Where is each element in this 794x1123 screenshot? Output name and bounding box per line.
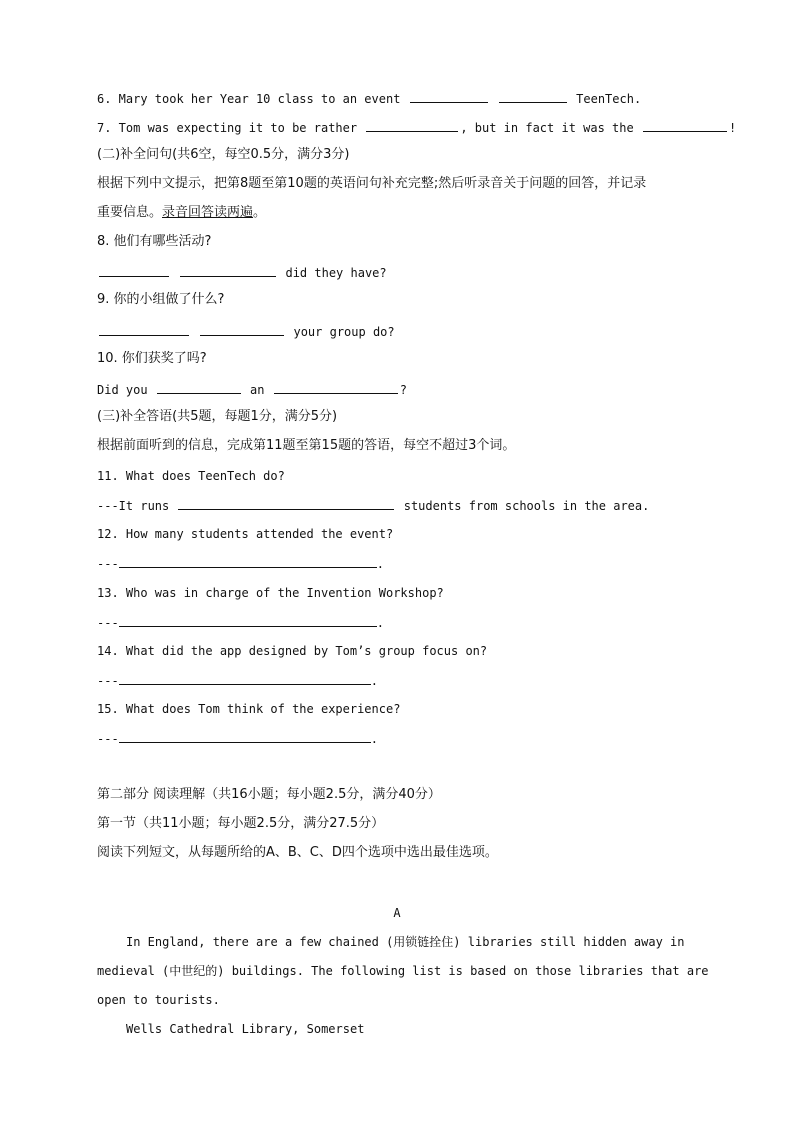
question-10-cn: 10. 你们获奖了吗? bbox=[97, 351, 207, 366]
q10-text-mid: an bbox=[250, 383, 265, 397]
instr-part: 重要信息。 bbox=[97, 205, 163, 220]
part-2-subheading: 第一节（共11小题；每小题2.5分，满分27.5分） bbox=[97, 816, 385, 831]
q6-text: 6. Mary took her Year 10 class to an event bbox=[97, 92, 401, 106]
instr-end: 。 bbox=[253, 205, 267, 220]
q6-blank-2[interactable] bbox=[499, 90, 567, 103]
a11-text: students from schools in the area. bbox=[403, 499, 650, 513]
section-2-instruction-1: 根据下列中文提示，把第8题至第10题的英语问句补充完整;然后听录音关于问题的回答，并记录 bbox=[97, 176, 647, 191]
a12-prefix: --- bbox=[97, 557, 119, 571]
passage-line-1: In England, there are a few chained (用锁链拴住) libraries still hidden away in bbox=[126, 935, 685, 949]
section-3-instruction: 根据前面听到的信息，完成第11题至第15题的答语，每空不超过3个词。 bbox=[97, 438, 516, 453]
q10-text: Did you bbox=[97, 383, 148, 397]
question-12: 12. How many students attended the event? bbox=[97, 527, 394, 541]
question-15: 15. What does Tom think of the experience? bbox=[97, 702, 401, 716]
passage-line-3: open to tourists. bbox=[97, 993, 220, 1007]
part-2-heading: 第二部分 阅读理解（共16小题；每小题2.5分，满分40分） bbox=[97, 787, 441, 802]
question-8-en bbox=[97, 264, 387, 281]
section-3-heading: (三)补全答语(共5题，每题1分，满分5分) bbox=[97, 409, 338, 424]
part-2-instruction: 阅读下列短文，从每题所给的A、B、C、D四个选项中选出最佳选项。 bbox=[97, 845, 498, 860]
answer-12 bbox=[97, 555, 384, 572]
q6-text-end: TeenTech. bbox=[576, 92, 642, 106]
question-14: 14. What did the app designed by Tom’s group focus on? bbox=[97, 644, 488, 658]
section-2-heading: (二)补全问句(共6空，每空0.5分，满分3分) bbox=[97, 147, 350, 162]
passage-label: A bbox=[393, 906, 401, 920]
a13-prefix: --- bbox=[97, 616, 119, 630]
a14-blank[interactable] bbox=[119, 672, 371, 685]
passage-line-4: Wells Cathedral Library, Somerset bbox=[126, 1022, 365, 1036]
question-13: 13. Who was in charge of the Invention Workshop? bbox=[97, 586, 444, 600]
q7-text-mid: , but in fact it was the bbox=[460, 121, 634, 135]
q10-blank-1[interactable] bbox=[157, 381, 241, 394]
a15-end: . bbox=[370, 732, 378, 746]
question-11: 11. What does TeenTech do? bbox=[97, 469, 285, 483]
q10-blank-2[interactable] bbox=[274, 381, 398, 394]
q7-blank-1[interactable] bbox=[366, 119, 458, 132]
answer-15 bbox=[97, 730, 378, 747]
a14-end: . bbox=[370, 674, 378, 688]
q7-text-end: ! bbox=[728, 121, 737, 135]
q7-blank-2[interactable] bbox=[643, 119, 727, 132]
a15-prefix: --- bbox=[97, 732, 119, 746]
a11-prefix: ---It runs bbox=[97, 499, 170, 513]
q9-blank-1[interactable] bbox=[99, 323, 189, 336]
section-2-instruction-2 bbox=[97, 205, 266, 221]
question-7 bbox=[97, 119, 736, 136]
question-8-cn: 8. 他们有哪些活动? bbox=[97, 234, 212, 249]
question-10-en bbox=[97, 381, 407, 398]
answer-13 bbox=[97, 614, 384, 631]
a13-end: . bbox=[376, 616, 384, 630]
a14-prefix: --- bbox=[97, 674, 119, 688]
question-9-en bbox=[97, 323, 395, 340]
q8-text: did they have? bbox=[285, 266, 387, 280]
q8-blank-1[interactable] bbox=[99, 264, 169, 277]
q7-text: 7. Tom was expecting it to be rather bbox=[97, 121, 358, 135]
a12-end: . bbox=[376, 557, 384, 571]
question-9-cn: 9. 你的小组做了什么? bbox=[97, 292, 225, 307]
passage-line-2: medieval (中世纪的) buildings. The following list is based on those libraries that are bbox=[97, 964, 709, 978]
answer-11 bbox=[97, 497, 649, 514]
question-6 bbox=[97, 90, 641, 107]
q9-blank-2[interactable] bbox=[200, 323, 284, 336]
a12-blank[interactable] bbox=[119, 555, 377, 568]
q6-blank-1[interactable] bbox=[410, 90, 488, 103]
a11-blank[interactable] bbox=[178, 497, 394, 510]
a13-blank[interactable] bbox=[119, 614, 377, 627]
answer-14 bbox=[97, 672, 378, 689]
q8-blank-2[interactable] bbox=[180, 264, 276, 277]
q10-text-end: ? bbox=[399, 383, 407, 397]
q9-text: your group do? bbox=[293, 325, 395, 339]
a15-blank[interactable] bbox=[119, 730, 371, 743]
instr-underlined: 录音回答读两遍 bbox=[162, 205, 254, 220]
